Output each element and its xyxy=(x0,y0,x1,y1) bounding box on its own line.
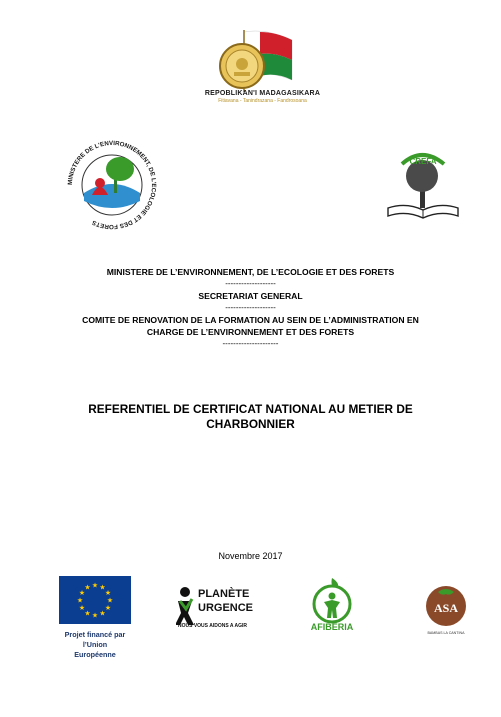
afiberia-text: AFIBERIA xyxy=(310,622,354,632)
eu-caption-line1: Projet financé par xyxy=(64,630,126,639)
eu-star-icon: ★ xyxy=(104,605,112,612)
eu-star-icon: ★ xyxy=(76,597,84,605)
crefa-text: CREFA xyxy=(409,157,437,166)
document-date: Novembre 2017 xyxy=(218,551,283,561)
eu-star-icon: ★ xyxy=(104,590,112,597)
crefa-logo xyxy=(382,150,464,222)
asa-text: ASA xyxy=(433,601,459,615)
eu-star-icon: ★ xyxy=(91,612,99,620)
planete-tagline: NOUS VOUS AIDONS A AGIR xyxy=(178,623,247,629)
asa-logo xyxy=(424,584,468,636)
document-title-line2: CHARBONNIER xyxy=(206,417,295,431)
asa-tagline: BAMBAS LA CANTINA xyxy=(427,631,465,635)
republic-motto: Fitiavana - Tanindrazana - Fandrosoana xyxy=(218,98,307,104)
eu-star-icon: ★ xyxy=(84,584,91,592)
republic-logo-text xyxy=(190,90,335,104)
ministry-header: MINISTERE DE L’ENVIRONNEMENT, DE L’ECOLOGIE ET DES FORETS xyxy=(106,267,395,277)
eu-star-icon: ★ xyxy=(84,610,91,618)
separator-2: ------------------- xyxy=(225,303,276,312)
eu-flag-logo xyxy=(59,576,131,624)
eu-star-icon: ★ xyxy=(78,605,86,612)
eu-star-icon: ★ xyxy=(99,584,106,592)
document-title-line1: REFERENTIEL DE CERTIFICAT NATIONAL AU METIER DE xyxy=(88,402,413,416)
eu-caption-line3: Européenne xyxy=(74,650,116,659)
planete-line1: PLANÈTE xyxy=(198,588,250,600)
planete-urgence-logo xyxy=(176,583,254,629)
eu-star-icon: ★ xyxy=(99,610,106,618)
ministry-seal xyxy=(62,135,162,235)
eu-star-icon: ★ xyxy=(91,582,99,590)
planete-line2: URGENCE xyxy=(198,602,254,614)
eu-star-icon: ★ xyxy=(78,590,86,597)
secretariat-header: SECRETARIAT GENERAL xyxy=(198,291,303,301)
afiberia-logo xyxy=(300,574,364,634)
committee-header-line1: COMITE DE RENOVATION DE LA FORMATION AU SEIN DE L’ADMINISTRATION EN xyxy=(82,315,419,325)
separator-3: --------------------- xyxy=(222,339,279,348)
eu-caption-line2: l’Union xyxy=(82,640,108,649)
ministry-seal-ring-text: MINISTERE DE L'ENVIRONNEMENT, DE L'ECOLOGIE ET DES FORETS xyxy=(66,139,158,231)
separator-1: ------------------- xyxy=(225,279,276,288)
document-title xyxy=(40,402,461,432)
committee-header-line2: CHARGE DE L’ENVIRONNEMENT ET DES FORETS xyxy=(146,327,355,337)
eu-star-icon: ★ xyxy=(106,597,114,605)
republic-name: REPOBLIKAN'I MADAGASIKARA xyxy=(204,90,321,97)
eu-caption xyxy=(50,630,140,660)
